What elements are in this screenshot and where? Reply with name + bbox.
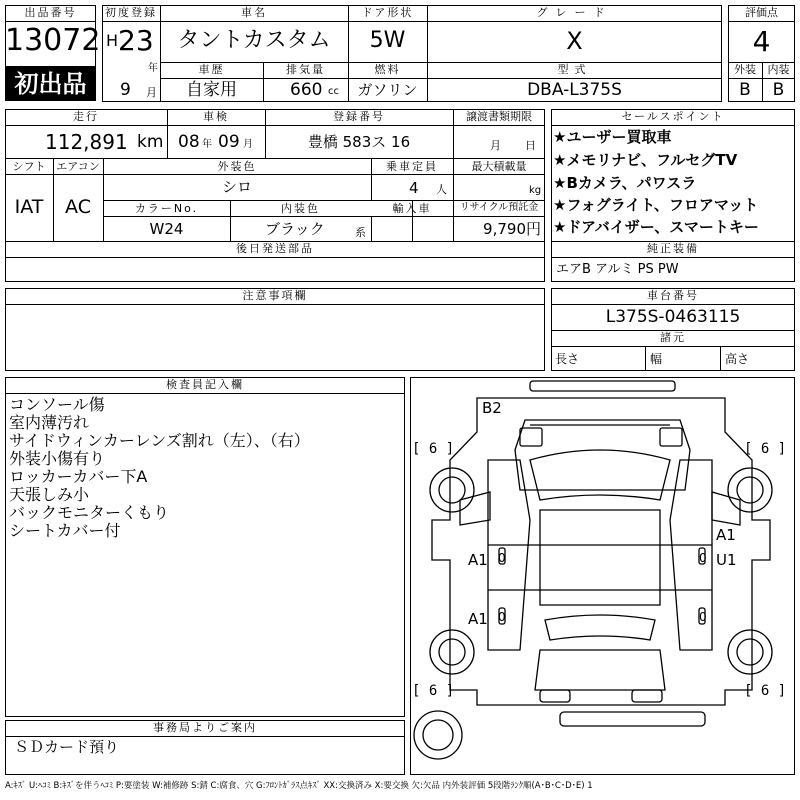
inspector-note: シートカバー付 [9,521,121,540]
damage-mark-a1: A1 [468,551,488,569]
inspector-note: ロッカーカバー下A [9,467,148,486]
ac-label: エアコン [56,160,100,173]
inspector-note: コンソール傷 [9,395,105,414]
inspector-label: 検査員記入欄 [166,378,244,391]
color-no-label: カラーNo. [134,202,199,215]
year-unit: 年 [148,63,158,74]
capacity: 4 [409,179,419,197]
inspection-year-unit: 年 [202,139,212,150]
capacity-label: 乗車定員 [386,160,438,173]
model-code: DBA-L375S [527,80,622,100]
displacement-unit: cc [328,86,339,97]
car-diagram [410,377,795,775]
model-label: 型式 [557,63,592,76]
score-label: 評価点 [745,6,778,19]
chassis-label: 車台番号 [647,289,699,302]
height-label: 高さ [725,352,750,366]
history-label: 車歴 [198,63,225,76]
shift-label: シフト [12,160,46,173]
sales-point-item: ★メモリナビ、フルセグTV [553,151,738,169]
ac: AC [65,196,91,218]
door-type: 5W [369,28,406,53]
inspector-note: バックモニターくもり [9,503,170,522]
recycle-fee: 9,790円 [483,220,541,238]
inspection-label: 車検 [203,110,229,123]
displacement: 660 [290,80,323,100]
mileage-unit: km [137,132,164,152]
int-grade-label: 内装 [767,63,790,76]
sales-point-item: ★ユーザー買取車 [553,128,672,146]
displacement-label: 排気量 [286,63,325,76]
damage-mark-u1: U1 [716,551,737,569]
tire-mark: [ 6 ] [744,683,787,699]
ext-grade: B [739,80,751,100]
transfer-day-unit: 日 [525,139,536,152]
first-listing-badge: 初出品 [5,67,96,101]
shift: IAT [14,196,44,218]
notes-label: 注意事項欄 [242,289,308,302]
first-reg-label: 初度登録 [105,6,157,19]
transfer-month-unit: 月 [490,139,501,152]
mileage: 112,891 [45,130,128,154]
fuel-label: 燃料 [374,63,401,76]
int-color-label: 内装色 [281,202,320,215]
zero-mark: 0 [498,610,506,624]
max-load-unit: kg [529,185,542,196]
length-label: 長さ [555,352,580,366]
int-color: ブラック [265,220,325,238]
plate-label: 登録番号 [333,110,385,123]
later-parts-label: 後日発送部品 [236,242,314,255]
sales-point-item: ★ドアバイザー、スマートキー [553,218,759,236]
int-color-unit: 系 [355,226,366,239]
transfer-label: 譲渡書類期限 [466,110,532,123]
int-grade: B [772,80,785,100]
recycle-label: リサイクル預託金 [459,202,539,213]
car-name: タントカスタム [177,28,331,53]
capacity-unit: 人 [436,183,447,196]
inspection-month: 09 [218,132,240,152]
first-reg-year: 23 [118,24,154,57]
chassis-number: L375S-0463115 [605,307,741,327]
equipment-label: 純正装備 [647,242,699,255]
tire-mark: [ 6 ] [744,441,787,457]
damage-mark-a1: A1 [468,610,488,628]
car-name-label: 車名 [241,6,267,19]
legend-text: A:ｷｽﾞ U:ﾍｺﾐ B:ｷｽﾞを伴うﾍｺﾐ P:要塗装 W:補修跡 S:錆 C:腐食、穴 G:ﾌﾛﾝﾄｶﾞﾗｽ点ｷｽﾞ XX:交換済み X:要交換 欠:欠品 内外装評価 5段階ﾗﾝｸ順(A･B･C･D･E) 1 [5,781,593,791]
sales-point-item: ★フォグライト、フロアマット [553,196,759,214]
ext-grade-label: 外装 [734,63,756,76]
lot-number: 13072 [5,23,101,58]
inspector-note: 外装小傷有り [9,449,106,468]
fuel: ガソリン [357,81,418,99]
lot-number-label: 出品番号 [24,6,77,19]
zero-mark: 0 [699,551,707,565]
history: 自家用 [186,80,237,100]
ext-color: シロ [221,178,252,196]
score: 4 [752,25,771,58]
zero-mark: 0 [699,610,707,624]
grade-label: グレード [536,6,613,19]
era-prefix: H [106,31,119,50]
inspection-month-unit: 月 [243,139,253,150]
color-no: W24 [149,220,184,238]
dims-label: 諸元 [660,331,686,344]
door-label: ドア形状 [361,6,414,19]
office-note: ＳＤカード預り [14,738,120,756]
inspector-note: 天張しみ小 [9,485,90,504]
sales-points-label: セールスポイント [621,110,725,123]
equipment-value: エアB アルミ PS PW [556,262,679,277]
inspector-note: 室内薄汚れ [9,413,90,432]
zero-mark: 0 [498,551,506,565]
inspection-year: 08 [178,132,200,152]
ext-color-label: 外装色 [217,160,257,173]
grade: X [566,27,583,55]
office-label: 事務局よりご案内 [153,721,257,734]
sales-point-item: ★Bカメラ、パワスラ [553,174,697,192]
import-label: 輸入車 [392,202,432,215]
width-label: 幅 [650,352,663,366]
first-reg-month: 9 [120,80,131,100]
damage-mark-a1: A1 [716,526,736,544]
tire-mark: [ 6 ] [412,441,455,457]
mileage-label: 走行 [73,110,99,123]
plate-number: 豊橋 583ス 16 [307,133,411,151]
max-load-label: 最大積載量 [471,160,527,173]
inspector-note: サイドウィンカーレンズ割れ（左）、（右） [9,431,310,450]
tire-mark: [ 6 ] [412,683,455,699]
damage-mark-b2: B2 [482,399,502,417]
month-unit: 月 [146,86,157,99]
